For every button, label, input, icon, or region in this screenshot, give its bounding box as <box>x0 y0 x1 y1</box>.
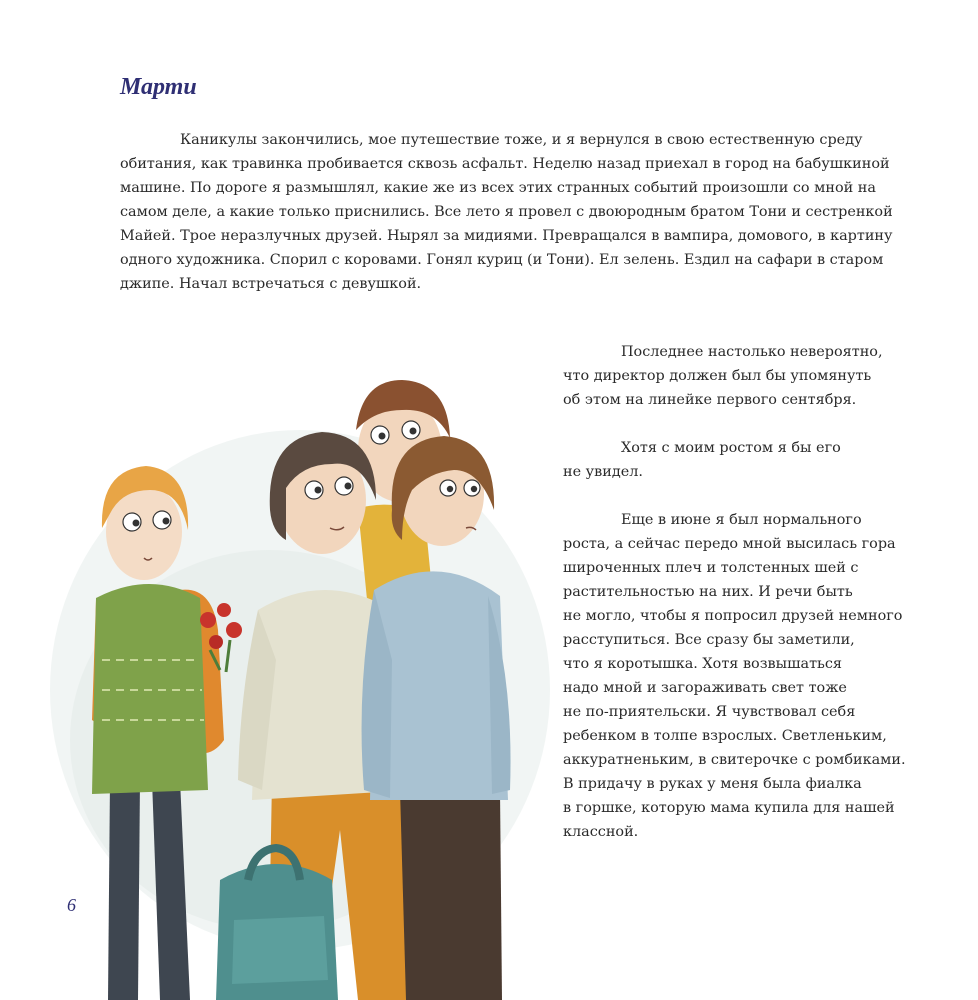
intro-line: самом деле, а какие только приснились. Все лето я провел с двоюродным братом Тони и сестренкой <box>120 204 893 220</box>
intro-paragraph <box>120 128 905 296</box>
side-line: широченных плеч и толстенных шей с <box>563 560 859 576</box>
intro-line: Каникулы закончились, мое путешествие тоже, и я вернулся в свою естественную среду <box>180 132 863 148</box>
side-line: растительностью на них. И речи быть <box>563 584 853 600</box>
side-line: классной. <box>563 824 639 840</box>
side-line: роста, а сейчас передо мной высилась гора <box>563 536 896 552</box>
side-paragraph <box>563 436 923 484</box>
side-line: не увидел. <box>563 464 643 480</box>
chapter-title: Марти <box>120 74 197 100</box>
side-line: Хотя с моим ростом я бы его <box>621 440 841 456</box>
side-line: не могло, чтобы я попросил друзей немного <box>563 608 903 624</box>
boys-illustration <box>40 360 560 1000</box>
side-text-column <box>563 340 923 868</box>
intro-line: Майей. Трое неразлучных друзей. Нырял за мидиями. Превращался в вампира, домового, в картину <box>120 228 893 244</box>
side-line: Последнее настолько невероятно, <box>621 344 883 360</box>
side-line: об этом на линейке первого сентября. <box>563 392 857 408</box>
side-line: Еще в июне я был нормального <box>621 512 862 528</box>
side-line: В придачу в руках у меня была фиалка <box>563 776 862 792</box>
side-line: в горшке, которую мама купила для нашей <box>563 800 895 816</box>
page-number: 6 <box>67 895 76 915</box>
side-paragraph <box>563 508 923 844</box>
intro-line: джипе. Начал встречаться с девушкой. <box>120 276 422 292</box>
side-line: ребенком в толпе взрослых. Светленьким, <box>563 728 887 744</box>
side-line: аккуратненьким, в свитерочке с ромбиками. <box>563 752 906 768</box>
side-paragraph <box>563 340 923 412</box>
side-line: что директор должен был бы упомянуть <box>563 368 872 384</box>
intro-line: одного художника. Спорил с коровами. Гонял куриц (и Тони). Ел зелень. Ездил на сафари в старом <box>120 252 884 268</box>
side-line: надо мной и загораживать свет тоже <box>563 680 847 696</box>
intro-line: обитания, как травинка пробивается сквозь асфальт. Неделю назад приехал в город на бабушкиной <box>120 156 890 172</box>
side-line: расступиться. Все сразу бы заметили, <box>563 632 855 648</box>
side-line: не по-приятельски. Я чувствовал себя <box>563 704 856 720</box>
side-line: что я коротышка. Хотя возвышаться <box>563 656 843 672</box>
intro-line: машине. По дороге я размышлял, какие же из всех этих странных событий произошли со мной на <box>120 180 876 196</box>
